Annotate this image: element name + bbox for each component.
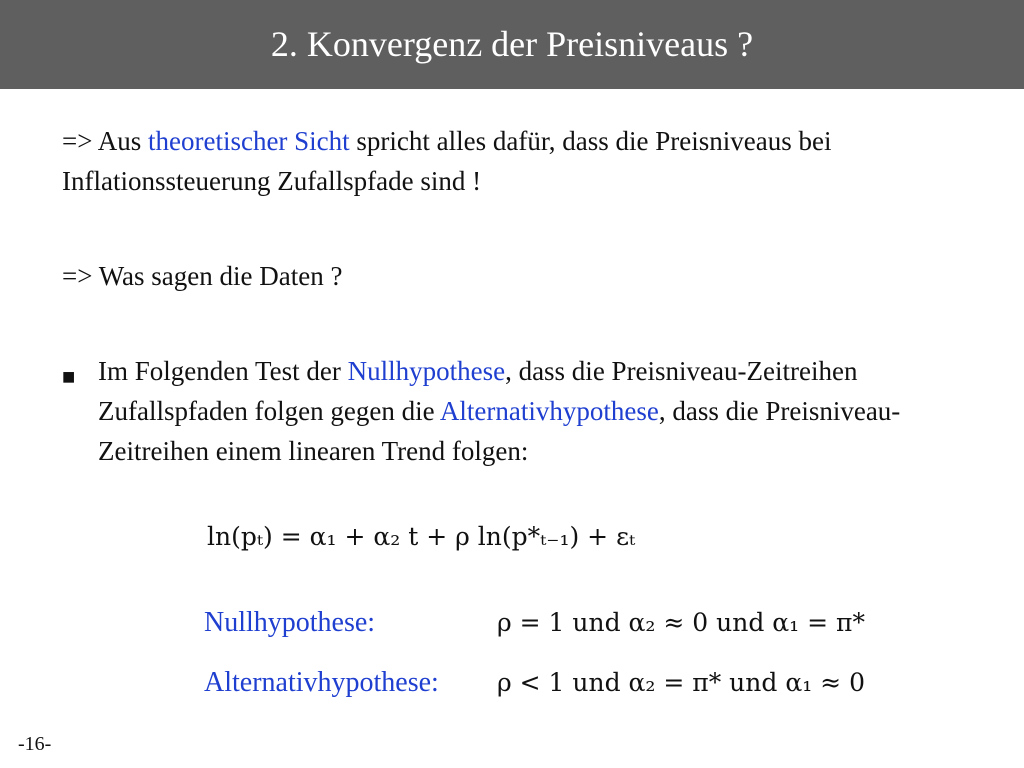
para1-highlight: theoretischer Sicht [147, 126, 350, 156]
alternative-hypothesis-expression: ρ < 1 und α₂ = π* und α₁ ≈ 0 [497, 668, 865, 697]
bullet-highlight-alt: Alternativhypothese [439, 396, 659, 426]
null-hypothesis-row [0, 603, 1024, 643]
bullet-part1: Im Folgenden Test der [98, 356, 348, 386]
para1-prefix: => Aus [62, 126, 148, 156]
alternative-hypothesis-row [0, 663, 1024, 703]
bullet-symbol: ■ [62, 364, 76, 389]
alternative-hypothesis-label: Alternativhypothese: [204, 667, 439, 698]
bullet-part3: , dass die Preisniveau-Zeitreihen einem linearen Trend folgen: [98, 396, 901, 466]
bullet-text [98, 351, 928, 471]
paragraph-question: => Was sagen die Daten ? [62, 261, 343, 291]
paragraph-theory [62, 121, 1012, 201]
null-hypothesis-expression: ρ = 1 und α₂ ≈ 0 und α₁ = π* [497, 608, 865, 637]
slide-title: 2. Konvergenz der Preisniveaus ? [270, 24, 754, 64]
regression-equation: ln(pₜ) = α₁ + α₂ t + ρ ln(p*ₜ₋₁) + εₜ [207, 522, 636, 551]
null-hypothesis-label: Nullhypothese: [204, 607, 376, 638]
para1-suffix: spricht alles dafür, dass die Preisniveaus bei Inflationssteuerung Zufallspfade sind ! [62, 126, 832, 196]
page-number: -16- [18, 733, 52, 755]
bullet-highlight-null: Nullhypothese [347, 356, 506, 386]
bullet-part2: , dass die Preisniveau-Zeitreihen Zufallspfaden folgen gegen die [98, 356, 858, 426]
